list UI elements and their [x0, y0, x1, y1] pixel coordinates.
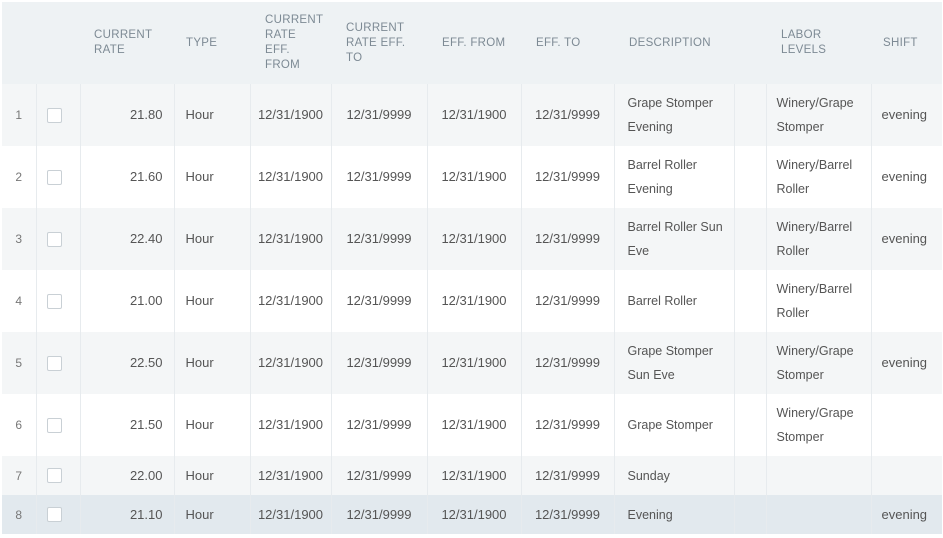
labor-levels-cell	[766, 495, 871, 534]
current-rate-eff-to-cell: 12/31/9999	[331, 394, 427, 456]
column-header-spacer	[734, 2, 766, 84]
current-rate-cell: 21.00	[80, 270, 174, 332]
labor-levels-cell	[766, 146, 871, 208]
shift-cell: evening	[881, 107, 928, 122]
row-number: 2	[2, 146, 36, 208]
row-select-cell	[36, 146, 80, 208]
shift-cell	[871, 456, 942, 495]
spacer-cell	[734, 332, 766, 394]
eff-to-cell: 12/31/9999	[521, 456, 614, 495]
spacer-cell	[734, 208, 766, 270]
table-row[interactable]	[2, 394, 942, 456]
row-checkbox[interactable]	[47, 418, 62, 433]
current-rate-cell: 21.50	[80, 394, 174, 456]
row-number: 7	[2, 456, 36, 495]
shift-cell: evening	[881, 169, 928, 184]
row-select-cell	[36, 84, 80, 146]
description-text: Grape Stomper Evening	[627, 96, 713, 134]
description-cell	[614, 394, 734, 456]
spacer-cell	[734, 270, 766, 332]
row-checkbox[interactable]	[47, 507, 62, 522]
column-header-eff-to[interactable]: EFF. TO	[536, 36, 581, 49]
current-rate-eff-to-cell: 12/31/9999	[331, 146, 427, 208]
description-text: Grape Stomper	[627, 418, 713, 432]
eff-from-cell: 12/31/1900	[427, 270, 521, 332]
labor-levels-cell	[766, 394, 871, 456]
row-checkbox[interactable]	[47, 468, 62, 483]
row-number: 4	[2, 270, 36, 332]
column-header-current-rate[interactable]: CURRENT RATE	[94, 29, 153, 56]
select-header	[36, 2, 80, 84]
table-row[interactable]	[2, 84, 942, 146]
current-rate-cell: 21.10	[80, 495, 174, 534]
description-text: Sunday	[627, 468, 670, 483]
eff-from-cell: 12/31/1900	[427, 495, 521, 534]
current-rate-eff-from-cell: 12/31/1900	[250, 208, 331, 270]
row-number: 3	[2, 208, 36, 270]
labor-levels-cell	[766, 332, 871, 394]
labor-levels-text: Winery/Grape Stomper	[776, 96, 854, 134]
eff-to-cell: 12/31/9999	[521, 208, 614, 270]
row-number: 5	[2, 332, 36, 394]
current-rate-cell: 21.80	[80, 84, 174, 146]
description-cell	[614, 270, 734, 332]
current-rate-eff-to-cell: 12/31/9999	[331, 84, 427, 146]
current-rate-eff-from-cell: 12/31/1900	[250, 394, 331, 456]
row-select-cell	[36, 332, 80, 394]
labor-levels-cell	[766, 84, 871, 146]
type-cell: Hour	[174, 456, 250, 495]
labor-levels-text: Winery/Grape Stomper	[776, 406, 854, 444]
column-header-eff-from[interactable]: EFF. FROM	[442, 36, 506, 49]
eff-from-cell: 12/31/1900	[427, 332, 521, 394]
row-checkbox[interactable]	[47, 294, 62, 309]
shift-cell: evening	[881, 506, 928, 522]
row-number: 1	[2, 84, 36, 146]
eff-from-cell: 12/31/1900	[427, 84, 521, 146]
spacer-cell	[734, 146, 766, 208]
type-cell: Hour	[174, 394, 250, 456]
current-rate-cell: 22.40	[80, 208, 174, 270]
current-rate-eff-from-cell: 12/31/1900	[250, 146, 331, 208]
column-header-labor-levels[interactable]: LABOR LEVELS	[781, 29, 827, 56]
shift-cell	[871, 270, 942, 332]
description-text: Barrel Roller	[627, 294, 697, 308]
eff-from-cell: 12/31/1900	[427, 208, 521, 270]
description-text: Grape Stomper Sun Eve	[627, 344, 713, 382]
column-header-type[interactable]: TYPE	[186, 36, 218, 49]
type-cell: Hour	[174, 208, 250, 270]
type-cell: Hour	[174, 495, 250, 534]
eff-to-cell: 12/31/9999	[521, 146, 614, 208]
current-rate-eff-to-cell: 12/31/9999	[331, 332, 427, 394]
row-select-cell	[36, 270, 80, 332]
current-rate-eff-from-cell: 12/31/1900	[250, 332, 331, 394]
labor-levels-cell	[766, 270, 871, 332]
row-select-cell	[36, 208, 80, 270]
column-header-current-rate-eff-to[interactable]: CURRENT RATE EFF. TO	[346, 21, 406, 64]
column-header-shift[interactable]: SHIFT	[883, 36, 918, 49]
eff-to-cell: 12/31/9999	[521, 84, 614, 146]
type-cell: Hour	[174, 270, 250, 332]
current-rate-eff-to-cell: 12/31/9999	[331, 208, 427, 270]
description-text: Barrel Roller Evening	[627, 158, 697, 196]
eff-to-cell: 12/31/9999	[521, 495, 614, 534]
row-checkbox[interactable]	[47, 232, 62, 247]
eff-from-cell: 12/31/1900	[427, 456, 521, 495]
row-select-cell	[36, 495, 80, 534]
column-header-description[interactable]: DESCRIPTION	[629, 36, 711, 49]
eff-from-cell: 12/31/1900	[427, 394, 521, 456]
description-cell	[614, 332, 734, 394]
eff-to-cell: 12/31/9999	[521, 394, 614, 456]
spacer-cell	[734, 84, 766, 146]
table-row[interactable]	[2, 270, 942, 332]
row-select-cell	[36, 394, 80, 456]
description-cell	[614, 456, 734, 495]
spacer-cell	[734, 456, 766, 495]
description-text: Evening	[627, 507, 673, 522]
labor-levels-text: Winery/Barrel Roller	[776, 220, 853, 258]
eff-to-cell: 12/31/9999	[521, 332, 614, 394]
column-header-current-rate-eff-from[interactable]: CURRENT RATE EFF. FROM	[265, 14, 324, 71]
table-row[interactable]	[2, 146, 942, 208]
table-row[interactable]	[2, 456, 942, 495]
table-header-row	[2, 2, 942, 84]
current-rate-eff-from-cell: 12/31/1900	[250, 456, 331, 495]
spacer-cell	[734, 495, 766, 534]
spacer-cell	[734, 394, 766, 456]
eff-from-cell: 12/31/1900	[427, 146, 521, 208]
shift-cell: evening	[881, 231, 928, 246]
row-checkbox[interactable]	[47, 170, 62, 185]
description-cell	[614, 495, 734, 534]
current-rate-cell: 21.60	[80, 146, 174, 208]
current-rate-eff-from-cell: 12/31/1900	[250, 270, 331, 332]
type-cell: Hour	[174, 84, 250, 146]
labor-levels-text: Winery/Barrel Roller	[776, 282, 853, 320]
current-rate-eff-to-cell: 12/31/9999	[331, 456, 427, 495]
labor-levels-cell	[766, 208, 871, 270]
table-row[interactable]	[2, 332, 942, 394]
shift-cell: evening	[881, 355, 928, 370]
current-rate-eff-to-cell: 12/31/9999	[331, 495, 427, 534]
row-number-header	[2, 2, 36, 84]
current-rate-cell: 22.50	[80, 332, 174, 394]
labor-levels-cell	[766, 456, 871, 495]
shift-cell	[871, 394, 942, 456]
description-cell	[614, 146, 734, 208]
description-cell	[614, 84, 734, 146]
eff-to-cell: 12/31/9999	[521, 270, 614, 332]
description-cell	[614, 208, 734, 270]
row-number: 8	[2, 495, 36, 534]
description-text: Barrel Roller Sun Eve	[627, 220, 723, 258]
type-cell: Hour	[174, 332, 250, 394]
table-body	[2, 84, 942, 534]
row-checkbox[interactable]	[47, 356, 62, 371]
current-rate-cell: 22.00	[80, 456, 174, 495]
labor-levels-text: Winery/Grape Stomper	[776, 344, 854, 382]
pay-rates-table	[2, 2, 942, 534]
type-cell: Hour	[174, 146, 250, 208]
row-select-cell	[36, 456, 80, 495]
row-checkbox[interactable]	[47, 108, 62, 123]
table-row[interactable]	[2, 495, 942, 534]
row-number: 6	[2, 394, 36, 456]
current-rate-eff-from-cell: 12/31/1900	[250, 495, 331, 534]
current-rate-eff-from-cell: 12/31/1900	[250, 84, 331, 146]
table-row[interactable]	[2, 208, 942, 270]
current-rate-eff-to-cell: 12/31/9999	[331, 270, 427, 332]
labor-levels-text: Winery/Barrel Roller	[776, 158, 853, 196]
